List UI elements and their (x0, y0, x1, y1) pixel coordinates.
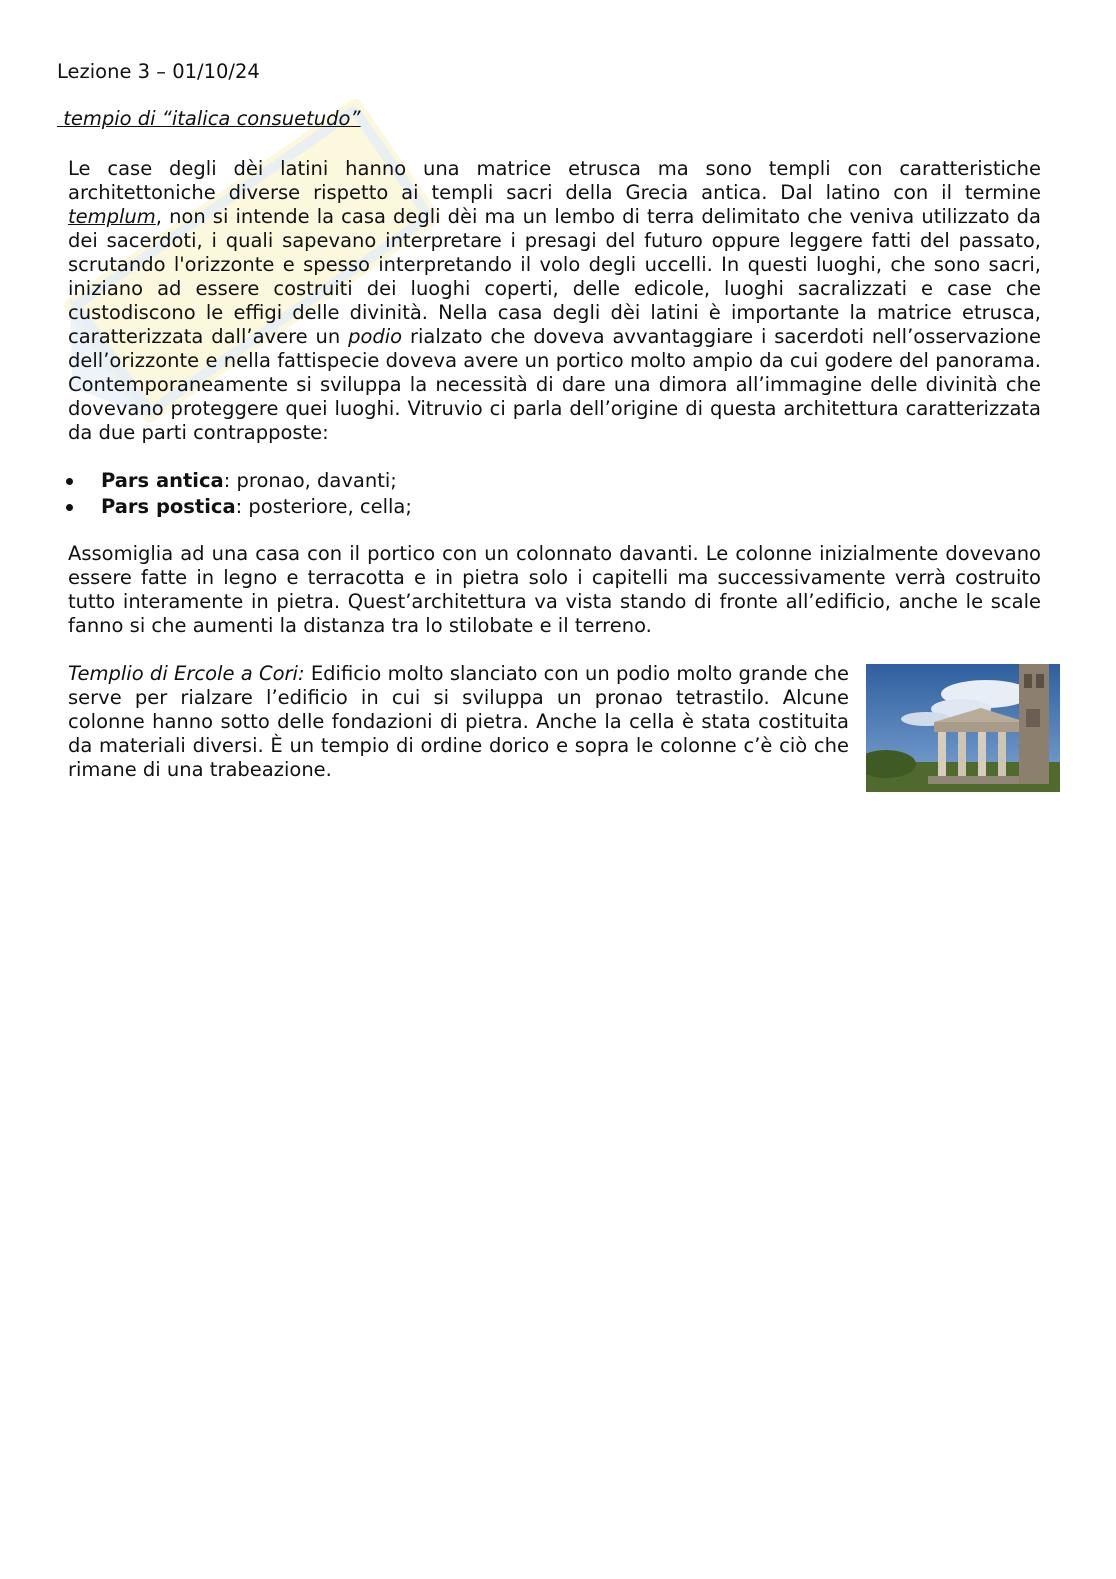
list-item (0, 494, 700, 520)
term-podio: podio (348, 325, 403, 348)
bullet-icon (66, 478, 73, 485)
paragraph-intro-run3: rialzato che doveva avvantaggiare i sacerdoti nell’osservazione dell’orizzonte e nella fattispecie doveva avere un portico molto ampio da cui godere del panorama. Contemporaneamente si sviluppa la necessità di dare una dimora all’immagine delle divinità che dovevano proteggere quei luoghi. Vitruvio ci parla dell’origine di questa architettura caratterizzata da due parti contrapposte: (68, 325, 1041, 444)
bullet-term: Pars postica (101, 495, 236, 518)
term-templum: templum (68, 205, 156, 228)
bullet-rest: : posteriore, cella; (235, 495, 412, 518)
temple-photo (866, 664, 1060, 792)
bullet-term: Pars antica (101, 469, 224, 492)
paragraph-intro (68, 157, 1041, 445)
bullet-rest: : pronao, davanti; (223, 469, 397, 492)
temple-title: Templio di Ercole a Cori: (68, 662, 305, 685)
temple-description: Edificio molto slanciato con un podio molto grande che serve per rialzare l’edificio in cui si sviluppa un pronao tetrastilo. Alcune colonne hanno sotto delle fondazioni di pietra. Anche la cella è stata costituita da materiali diversi. È un tempio di ordine dorico e sopra le colonne c’è ciò che rimane di una trabeazione. (68, 662, 850, 781)
paragraph-intro-run1: Le case degli dèi latini hanno una matrice etrusca ma sono templi con caratteristiche architettoniche diverse rispetto ai templi sacri della Grecia antica. Dal latino con il termine (68, 157, 1041, 204)
section-subtitle (57, 107, 361, 131)
paragraph-temple-cori (68, 662, 849, 782)
bullet-list (0, 468, 700, 520)
subtitle-text: tempio di “italica consuetudo” (63, 107, 361, 130)
paragraph-intro-run2: , non si intende la casa degli dèi ma un lembo di terra delimitato che veniva utilizzato da dei sacerdoti, i quali sapevano interpretare i presagi del futuro oppure leggere fatti del passato, scrutando l'orizzonte e spesso interpretando il volo degli uccelli. In questi luoghi, che sono sacri, iniziano ad essere costruiti dei luoghi coperti, delle edicole, luoghi sacralizzati e case che custodiscono le effigi delle divinità. Nella casa degli dèi latini è importante la matrice etrusca, caratterizzata dall’avere un (68, 205, 1041, 348)
lesson-header: Lezione 3 – 01/10/24 (57, 60, 260, 83)
bullet-icon (66, 504, 73, 511)
list-item (0, 468, 700, 494)
paragraph-portico: Assomiglia ad una casa con il portico con un colonnato davanti. Le colonne inizialmente dovevano essere fatte in legno e terracotta e in pietra solo i capitelli ma successivamente verrà costruito tutto interamente in pietra. Quest’architettura va vista stando di fronte all’edificio, anche le scale fanno si che aumenti la distanza tra lo stilobate e il terreno. (68, 542, 1041, 637)
